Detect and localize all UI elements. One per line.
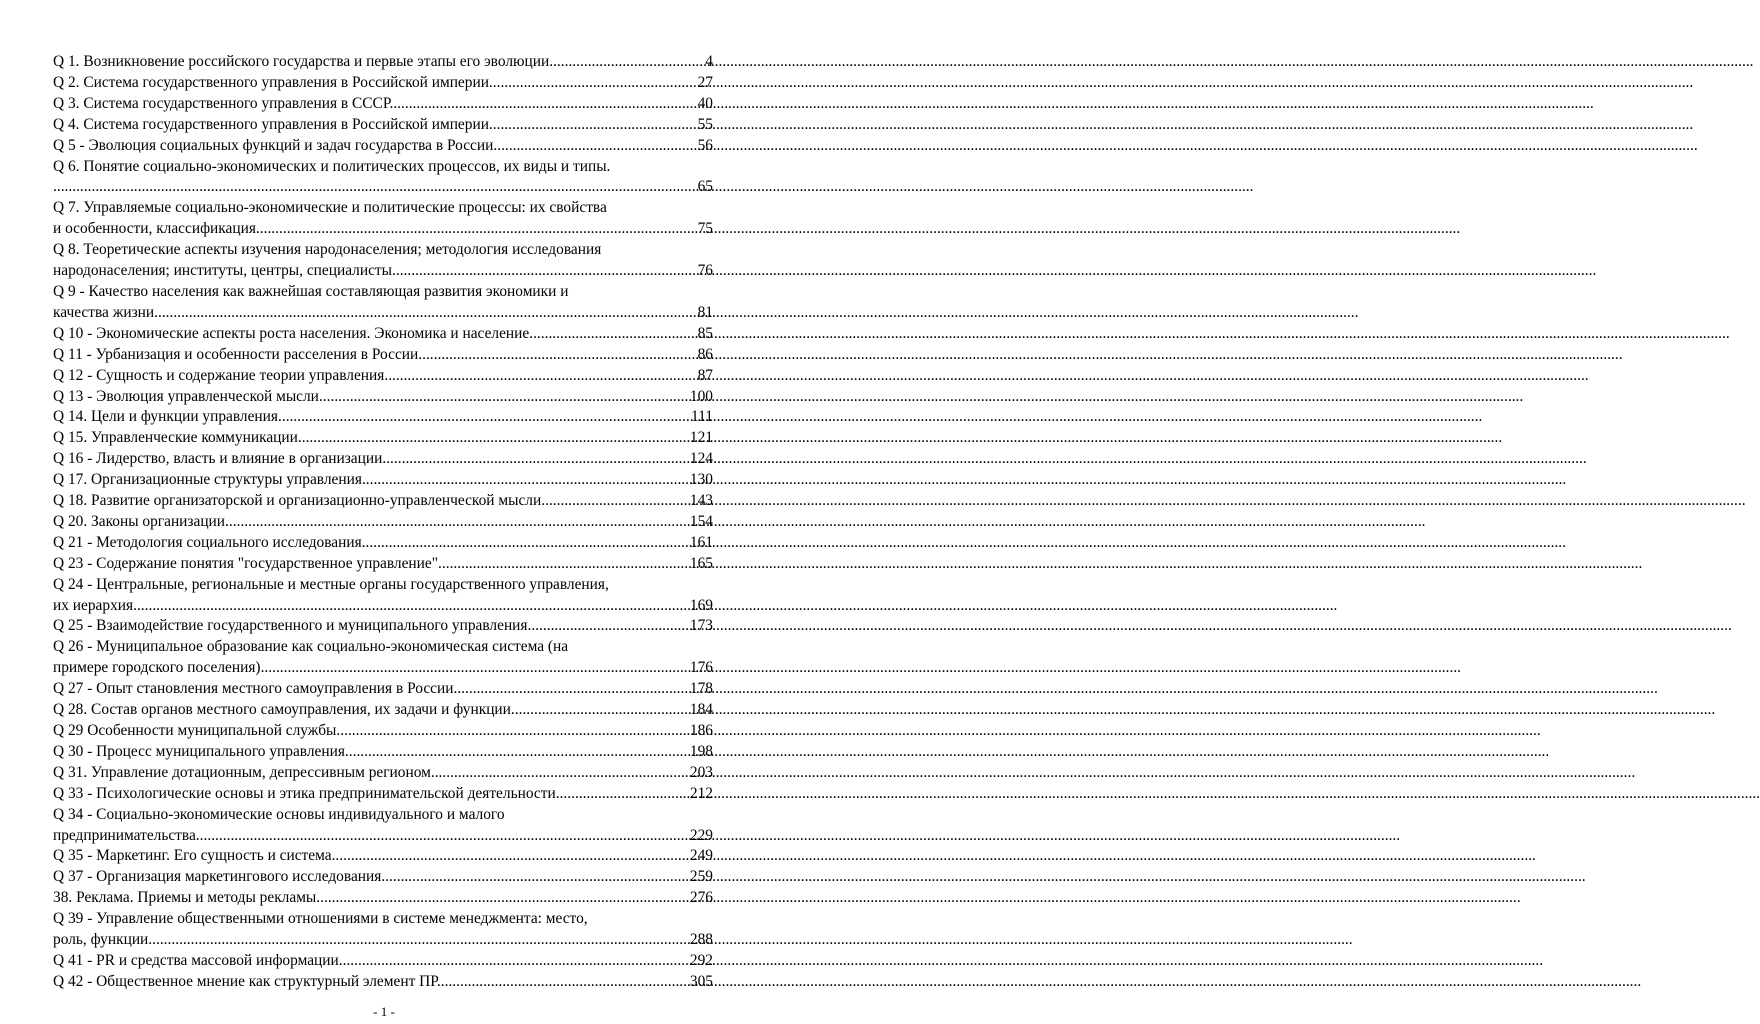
toc-leader-dots [158, 303, 698, 324]
toc-page-number: 198 [689, 742, 713, 760]
toc-leader-dots [152, 930, 690, 951]
toc-entry[interactable] [53, 428, 713, 449]
toc-entry-title-line: Q 9 - Качество населения как важнейшая составляющая развития экономики и [53, 282, 569, 300]
toc-leader-dots [366, 470, 690, 491]
toc-page-number: 229 [689, 826, 713, 844]
toc-leader-dots [553, 52, 705, 73]
toc-entry-title: народонаселения; институты, центры, специалисты. [53, 262, 396, 280]
toc-entry-title: качества жизни. [53, 303, 158, 321]
toc-page-number: 121 [689, 429, 713, 447]
toc-entry[interactable] [53, 470, 713, 491]
toc-entry-title: Q 35 - Маркетинг. Его сущность и система. [53, 847, 336, 865]
toc-leader-dots [261, 658, 690, 679]
toc-leader-dots [343, 951, 690, 972]
toc-entry[interactable] [53, 867, 713, 888]
toc-entry-title: Q 37 - Организация маркетингового исследования. [53, 868, 386, 886]
toc-page-number: 165 [689, 554, 713, 572]
toc-page-number: 178 [689, 680, 713, 698]
toc-leader-dots [422, 345, 698, 366]
toc-entry[interactable] [53, 136, 713, 157]
toc-entry-title: Q 16 - Лидерство, власть и влияние в организации. [53, 450, 387, 468]
toc-entry-title: роль, функции. [53, 931, 153, 949]
toc-leader-dots [388, 366, 697, 387]
toc-entry-title: Q 20. Законы организации [53, 512, 226, 530]
page-number-footer: - 1 - [373, 1004, 395, 1019]
toc-leader-dots [396, 261, 698, 282]
toc-entry-title: Q 27 - Опыт становления местного самоуправления в России. [53, 680, 458, 698]
toc-leader-dots [393, 94, 697, 115]
toc-leader-dots [497, 136, 697, 157]
toc-leader-dots [515, 700, 690, 721]
toc-entry[interactable] [53, 512, 713, 533]
toc-page-number: 292 [689, 951, 713, 969]
toc-entry[interactable] [53, 784, 713, 805]
toc-page-number: 55 [697, 115, 713, 133]
toc-entry-title: Q 41 - PR и средства массовой информации. [53, 951, 343, 969]
toc-page-number: 85 [697, 324, 713, 342]
toc-page-number: 212 [689, 784, 713, 802]
toc-entry[interactable] [53, 700, 713, 721]
toc-entry-title-line: Q 6. Понятие социально-экономических и политических процессов, их виды и типы. [53, 157, 611, 175]
toc-entry[interactable] [53, 951, 713, 972]
toc-page-number: 87 [697, 366, 713, 384]
toc-entry-title: Q 15. Управленческие коммуникации. [53, 429, 302, 447]
toc-entry[interactable] [53, 575, 713, 617]
toc-page-number: 249 [689, 847, 713, 865]
toc-entry[interactable] [53, 846, 713, 867]
toc-entry[interactable] [53, 721, 713, 742]
toc-entry-title: предпринимательства. [53, 826, 200, 844]
toc-entry[interactable] [53, 387, 713, 408]
toc-leader-dots [560, 784, 690, 805]
toc-page-number: 288 [689, 931, 713, 949]
toc-entry[interactable] [53, 366, 713, 387]
toc-entry-title: Q 25 - Взаимодействие государственного и муниципального управления. [53, 617, 532, 635]
toc-entry-title: и особенности, классификация. [53, 220, 260, 238]
toc-leader-dots [457, 679, 690, 700]
toc-entry[interactable] [53, 742, 713, 763]
toc-page-number: 40 [697, 94, 713, 112]
toc-entry-title: Q 11 - Урбанизация и особенности расселения в России. [53, 345, 423, 363]
toc-leader-dots [302, 428, 690, 449]
toc-entry-title: примере городского поселения) [53, 659, 261, 677]
toc-page-number: 276 [689, 889, 713, 907]
toc-page-number: 161 [689, 533, 713, 551]
toc-entry[interactable] [53, 763, 713, 784]
toc-page-number: 65 [697, 178, 713, 196]
toc-page-number: 100 [689, 387, 713, 405]
toc-entry[interactable] [53, 554, 713, 575]
toc-page-number: 143 [689, 492, 713, 510]
toc-entry-title: Q 21 - Методология социального исследования. [53, 533, 366, 551]
toc-entry-title: 38. Реклама. Приемы и методы рекламы. [53, 889, 321, 907]
toc-page-number: 27 [697, 73, 713, 91]
toc-leader-dots [493, 115, 698, 136]
table-of-contents [53, 52, 713, 993]
toc-entry-title-line: Q 34 - Социально-экономические основы индивидуального и малого [53, 805, 505, 823]
toc-entry[interactable] [53, 52, 713, 73]
toc-leader-dots [386, 449, 690, 470]
toc-page-number: 259 [689, 868, 713, 886]
toc-entry-title: Q 5 - Эволюция социальных функций и задач государства в России. [53, 136, 498, 154]
toc-leader-dots [335, 846, 689, 867]
toc-entry-title: Q 14. Цели и функции управления. [53, 408, 282, 426]
toc-entry[interactable] [53, 282, 713, 324]
toc-entry[interactable] [53, 805, 713, 847]
toc-entry[interactable] [53, 637, 713, 679]
toc-leader-dots [260, 219, 698, 240]
toc-leader-dots [225, 512, 690, 533]
toc-entry-title: Q 23 - Содержание понятия "государственное управление". [53, 554, 442, 572]
toc-entry[interactable] [53, 491, 713, 512]
toc-entry-title: Q 42 - Общественное мнение как структурный элемент ПР. [53, 972, 441, 990]
toc-entry-title-line: Q 26 - Муниципальное образование как социально-экономическая система (на [53, 638, 569, 656]
toc-page-number: 130 [689, 471, 713, 489]
toc-leader-dots [441, 972, 690, 993]
toc-leader-dots [340, 721, 690, 742]
toc-entry-title: Q 18. Развитие организаторской и организационно-управленческой мысли. [53, 492, 546, 510]
toc-page-number: 75 [697, 220, 713, 238]
toc-entry-title: Q 3. Система государственного управления в СССР. [53, 94, 394, 112]
toc-page-number: 305 [689, 972, 713, 990]
toc-entry[interactable] [53, 324, 713, 345]
toc-leader-dots [545, 491, 690, 512]
toc-page-number: 184 [689, 701, 713, 719]
toc-page-number: 76 [697, 262, 713, 280]
toc-leader-dots [137, 596, 690, 617]
toc-leader-dots [200, 826, 690, 847]
toc-page-number: 124 [689, 450, 713, 468]
toc-entry[interactable] [53, 972, 713, 993]
toc-entry[interactable] [53, 909, 713, 951]
toc-entry-title: Q 2. Система государственного управления в Российской империи. [53, 73, 493, 91]
toc-entry[interactable] [53, 157, 713, 199]
toc-entry-title: Q 13 - Эволюция управленческой мысли. [53, 387, 323, 405]
toc-entry[interactable] [53, 198, 713, 240]
toc-page-number: 81 [697, 303, 713, 321]
toc-leader-dots [531, 616, 690, 637]
toc-entry[interactable] [53, 407, 713, 428]
toc-leader-dots [493, 73, 698, 94]
toc-entry-title: Q 1. Возникновение российского государства и первые этапы его эволюции. [53, 53, 554, 70]
toc-leader-dots [320, 888, 690, 909]
toc-page-number: 203 [689, 763, 713, 781]
toc-leader-dots [442, 554, 690, 575]
toc-entry-title: Q 4. Система государственного управления в Российской империи. [53, 115, 493, 133]
toc-page-number: 56 [697, 136, 713, 154]
toc-page-number: 154 [689, 512, 713, 530]
toc-entry-title-line: Q 39 - Управление общественными отношениями в системе менеджмента: место, [53, 910, 588, 928]
toc-entry[interactable] [53, 115, 713, 136]
toc-page-number: 4 [705, 53, 713, 70]
toc-page-number: 186 [689, 722, 713, 739]
toc-leader-dots [385, 867, 690, 888]
toc-entry-title-line: Q 7. Управляемые социально-экономические и политические процессы: их свойства [53, 199, 607, 217]
toc-leader-dots [529, 324, 697, 345]
toc-entry[interactable] [53, 73, 713, 94]
toc-entry-title: Q 28. Состав органов местного самоуправления, их задачи и функции. [53, 701, 515, 719]
toc-leader-dots [435, 763, 690, 784]
toc-page-number: 173 [689, 617, 713, 635]
toc-leader-dots [349, 742, 690, 763]
toc-entry-title-line: Q 8. Теоретические аспекты изучения народонаселения; методология исследования [53, 241, 602, 259]
toc-page-number: 111 [691, 408, 713, 426]
toc-entry-title: Q 33 - Психологические основы и этика предпринимательской деятельности. [53, 784, 560, 802]
toc-leader-dots [366, 533, 690, 554]
toc-leader-dots [53, 177, 698, 198]
toc-entry[interactable] [53, 345, 713, 366]
toc-entry[interactable] [53, 240, 713, 282]
toc-entry-title-line: Q 24 - Центральные, региональные и местные органы государственного управления, [53, 575, 609, 593]
toc-leader-dots [282, 407, 691, 428]
toc-entry-title: их иерархия. [53, 596, 137, 614]
toc-entry[interactable] [53, 533, 713, 554]
toc-entry[interactable] [53, 449, 713, 470]
toc-page-number: 176 [689, 659, 713, 677]
toc-entry[interactable] [53, 616, 713, 637]
toc-entry[interactable] [53, 94, 713, 115]
toc-page-number: 169 [689, 596, 713, 614]
toc-entry-title: Q 29 Особенности муниципальной службы. [53, 722, 341, 739]
toc-leader-dots [323, 387, 690, 408]
toc-entry-title: Q 12 - Сущность и содержание теории управления. [53, 366, 389, 384]
toc-entry[interactable] [53, 679, 713, 700]
toc-entry-title: Q 10 - Экономические аспекты роста населения. Экономика и население [53, 324, 530, 342]
toc-entry-title: Q 31. Управление дотационным, депрессивным регионом. [53, 763, 435, 781]
toc-entry-title: Q 17. Организационные структуры управления. [53, 471, 366, 489]
toc-entry[interactable] [53, 888, 713, 909]
toc-page-number: 86 [697, 345, 713, 363]
toc-entry-title: Q 30 - Процесс муниципального управления. [53, 742, 349, 760]
